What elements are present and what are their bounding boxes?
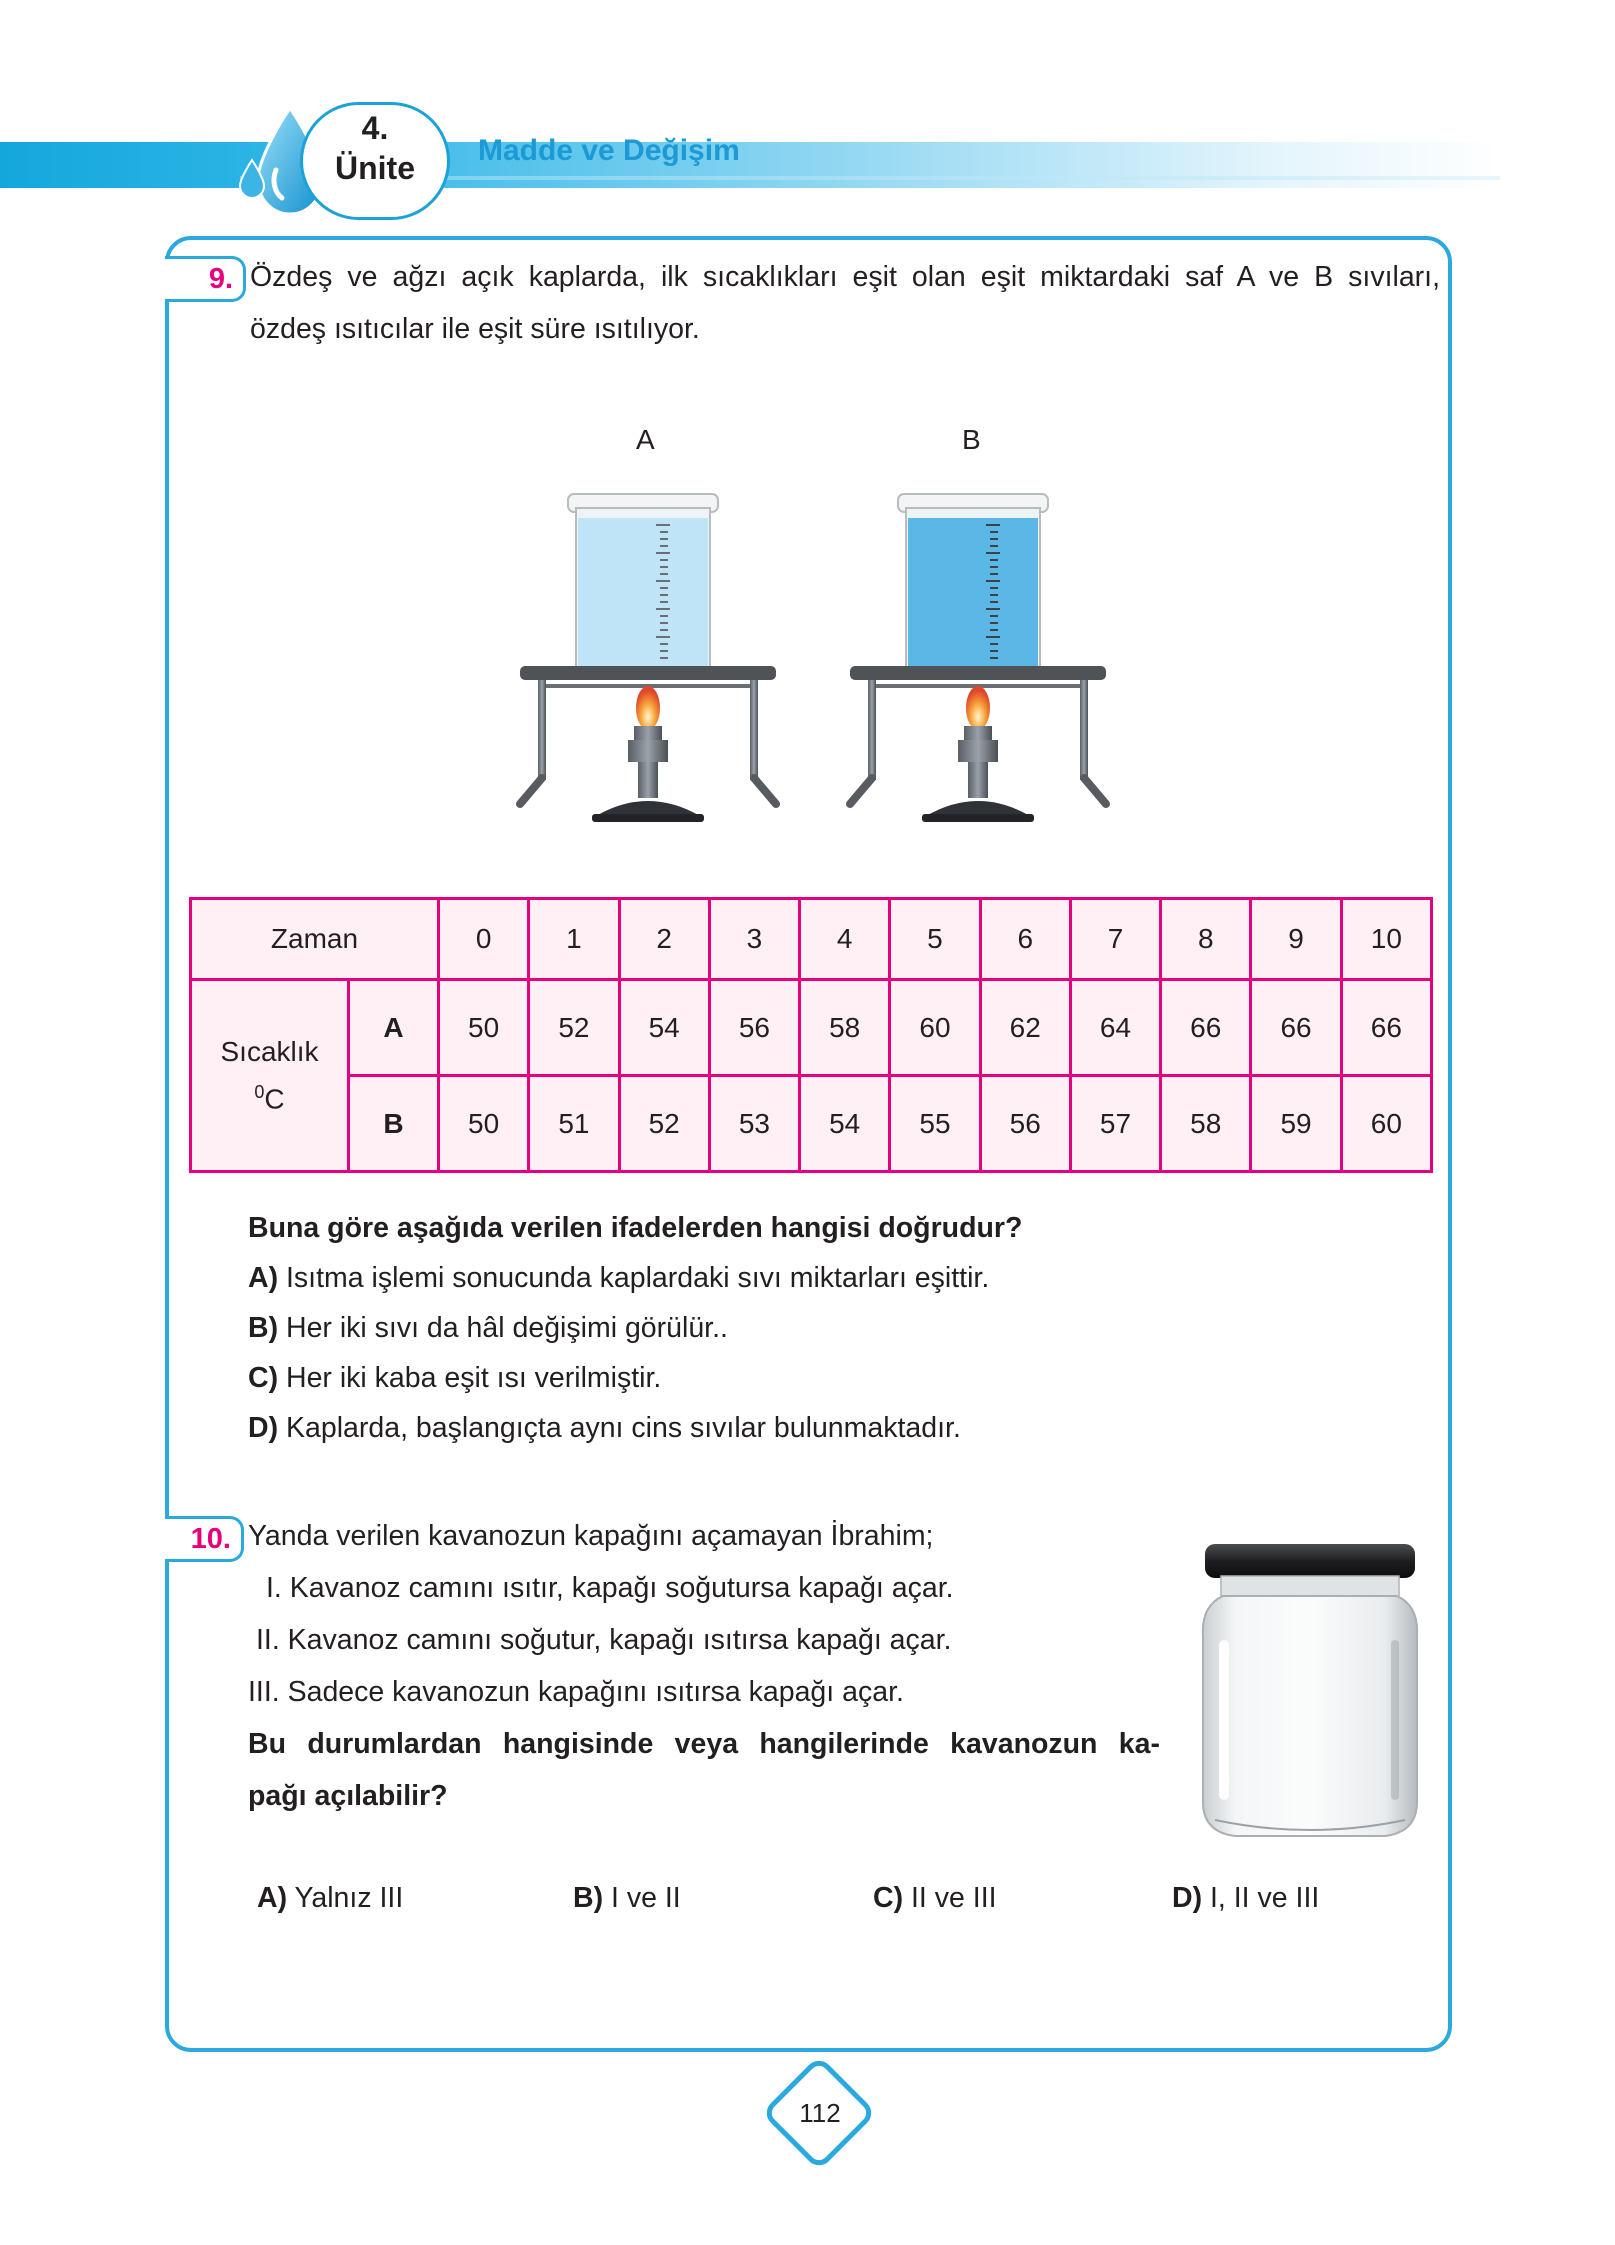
table-cell: 60 — [890, 980, 980, 1076]
option-text: Her iki kaba eşit ısı verilmiştir. — [286, 1362, 662, 1394]
question-10-intro: Yanda verilen kavanozun kapağını açamayan İbrahim; — [248, 1520, 934, 1552]
beaker-a — [568, 494, 718, 668]
question-10-option-d[interactable] — [1172, 1882, 1319, 1915]
table-cell: 2 — [619, 899, 709, 980]
page-number: 112 — [799, 2098, 841, 2128]
temperature-unit — [192, 1082, 347, 1115]
burner-a — [592, 686, 704, 822]
burner-b — [922, 686, 1034, 822]
question-10-option-a[interactable] — [257, 1882, 403, 1915]
question-9-number: 9. — [165, 256, 246, 302]
table-cell: 56 — [980, 1076, 1070, 1172]
sicaklik-header — [191, 980, 349, 1172]
option-letter: B) — [573, 1882, 604, 1914]
option-text: Kaplarda, başlangıçta aynı cins sıvılar bulunmaktadır. — [286, 1412, 961, 1444]
table-cell: 5 — [890, 899, 980, 980]
row-a-label: A — [349, 980, 439, 1076]
option-letter: A) — [248, 1262, 279, 1294]
table-cell: 64 — [1070, 980, 1160, 1076]
question-9-prompt: Buna göre aşağıda verilen ifadelerden hangisi doğrudur? — [248, 1212, 1023, 1244]
question-10-option-c[interactable] — [873, 1882, 997, 1915]
question-9-option-d[interactable] — [248, 1412, 961, 1445]
table-cell: 51 — [529, 1076, 619, 1172]
table-cell: 66 — [1251, 980, 1341, 1076]
table-cell: 58 — [1161, 1076, 1251, 1172]
table-cell: 66 — [1341, 980, 1431, 1076]
option-letter: C) — [873, 1882, 904, 1914]
table-cell: 1 — [529, 899, 619, 980]
option-text: Her iki sıvı da hâl değişimi görülür.. — [286, 1312, 728, 1344]
option-letter: B) — [248, 1312, 279, 1344]
option-text: II ve III — [911, 1882, 997, 1914]
beaker-b — [898, 494, 1048, 668]
table-cell: 8 — [1161, 899, 1251, 980]
question-9-text-line1: Özdeş ve ağzı açık kaplarda, ilk sıcaklıkları eşit olan eşit miktardaki saf A ve B sıvıları, — [250, 261, 1440, 293]
question-10-item-1: I. Kavanoz camını ısıtır, kapağı soğutursa kapağı açar. — [266, 1572, 954, 1604]
table-cell: 9 — [1251, 899, 1341, 980]
degree-superscript: 0 — [254, 1082, 265, 1103]
sicaklik-label: Sıcaklık — [220, 1036, 319, 1068]
question-9-option-a[interactable] — [248, 1262, 989, 1295]
zaman-header: Zaman — [191, 899, 439, 980]
table-cell: 0 — [439, 899, 529, 980]
question-10-item-2: II. Kavanoz camını soğutur, kapağı ısıtırsa kapağı açar. — [256, 1624, 952, 1656]
celsius-c: C — [264, 1083, 285, 1115]
temperature-table — [189, 897, 1433, 1173]
heating-apparatus-illustration — [500, 470, 1140, 850]
table-cell: 6 — [980, 899, 1070, 980]
question-10-option-b[interactable] — [573, 1882, 681, 1915]
table-cell: 57 — [1070, 1076, 1160, 1172]
question-9-option-c[interactable] — [248, 1362, 661, 1395]
table-cell: 55 — [890, 1076, 980, 1172]
table-cell: 54 — [619, 980, 709, 1076]
option-text: I ve II — [611, 1882, 681, 1914]
beaker-b-label: B — [962, 424, 981, 455]
table-cell: 3 — [709, 899, 799, 980]
table-cell: 50 — [439, 980, 529, 1076]
question-9-text-line2: özdeş ısıtıcılar ile eşit süre ısıtılıyor. — [250, 313, 700, 345]
table-cell: 66 — [1161, 980, 1251, 1076]
header-band — [0, 142, 1500, 188]
table-cell: 10 — [1341, 899, 1431, 980]
question-10-prompt-line2: pağı açılabilir? — [248, 1780, 448, 1812]
table-row-a — [191, 980, 1432, 1076]
unit-number: 4. — [361, 110, 389, 146]
table-cell: 52 — [619, 1076, 709, 1172]
option-text: I, II ve III — [1210, 1882, 1320, 1914]
unit-word: Ünite — [335, 150, 415, 186]
table-cell: 59 — [1251, 1076, 1341, 1172]
table-cell: 50 — [439, 1076, 529, 1172]
option-letter: A) — [257, 1882, 288, 1914]
question-10-prompt-line1: Bu durumlardan hangisinde veya hangilerinde kavanozun ka- — [248, 1728, 1160, 1760]
glass-jar-illustration — [1195, 1540, 1425, 1850]
table-cell: 62 — [980, 980, 1070, 1076]
table-row-time — [191, 899, 1432, 980]
table-cell: 52 — [529, 980, 619, 1076]
page-title: Madde ve Değişim — [478, 134, 740, 167]
question-9-option-b[interactable] — [248, 1312, 728, 1345]
question-10-item-3: III. Sadece kavanozun kapağını ısıtırsa kapağı açar. — [248, 1676, 904, 1708]
option-letter: D) — [248, 1412, 279, 1444]
table-cell: 54 — [800, 1076, 890, 1172]
option-letter: D) — [1172, 1882, 1203, 1914]
table-cell: 58 — [800, 980, 890, 1076]
table-row-b — [191, 1076, 1432, 1172]
option-text: Yalnız III — [294, 1882, 404, 1914]
table-cell: 7 — [1070, 899, 1160, 980]
table-cell: 60 — [1341, 1076, 1431, 1172]
question-10-number: 10. — [165, 1516, 244, 1562]
table-cell: 4 — [800, 899, 890, 980]
option-text: Isıtma işlemi sonucunda kaplardaki sıvı miktarları eşittir. — [286, 1262, 990, 1294]
row-b-label: B — [349, 1076, 439, 1172]
table-cell: 56 — [709, 980, 799, 1076]
table-cell: 53 — [709, 1076, 799, 1172]
beaker-a-label: A — [636, 424, 655, 455]
option-letter: C) — [248, 1362, 279, 1394]
